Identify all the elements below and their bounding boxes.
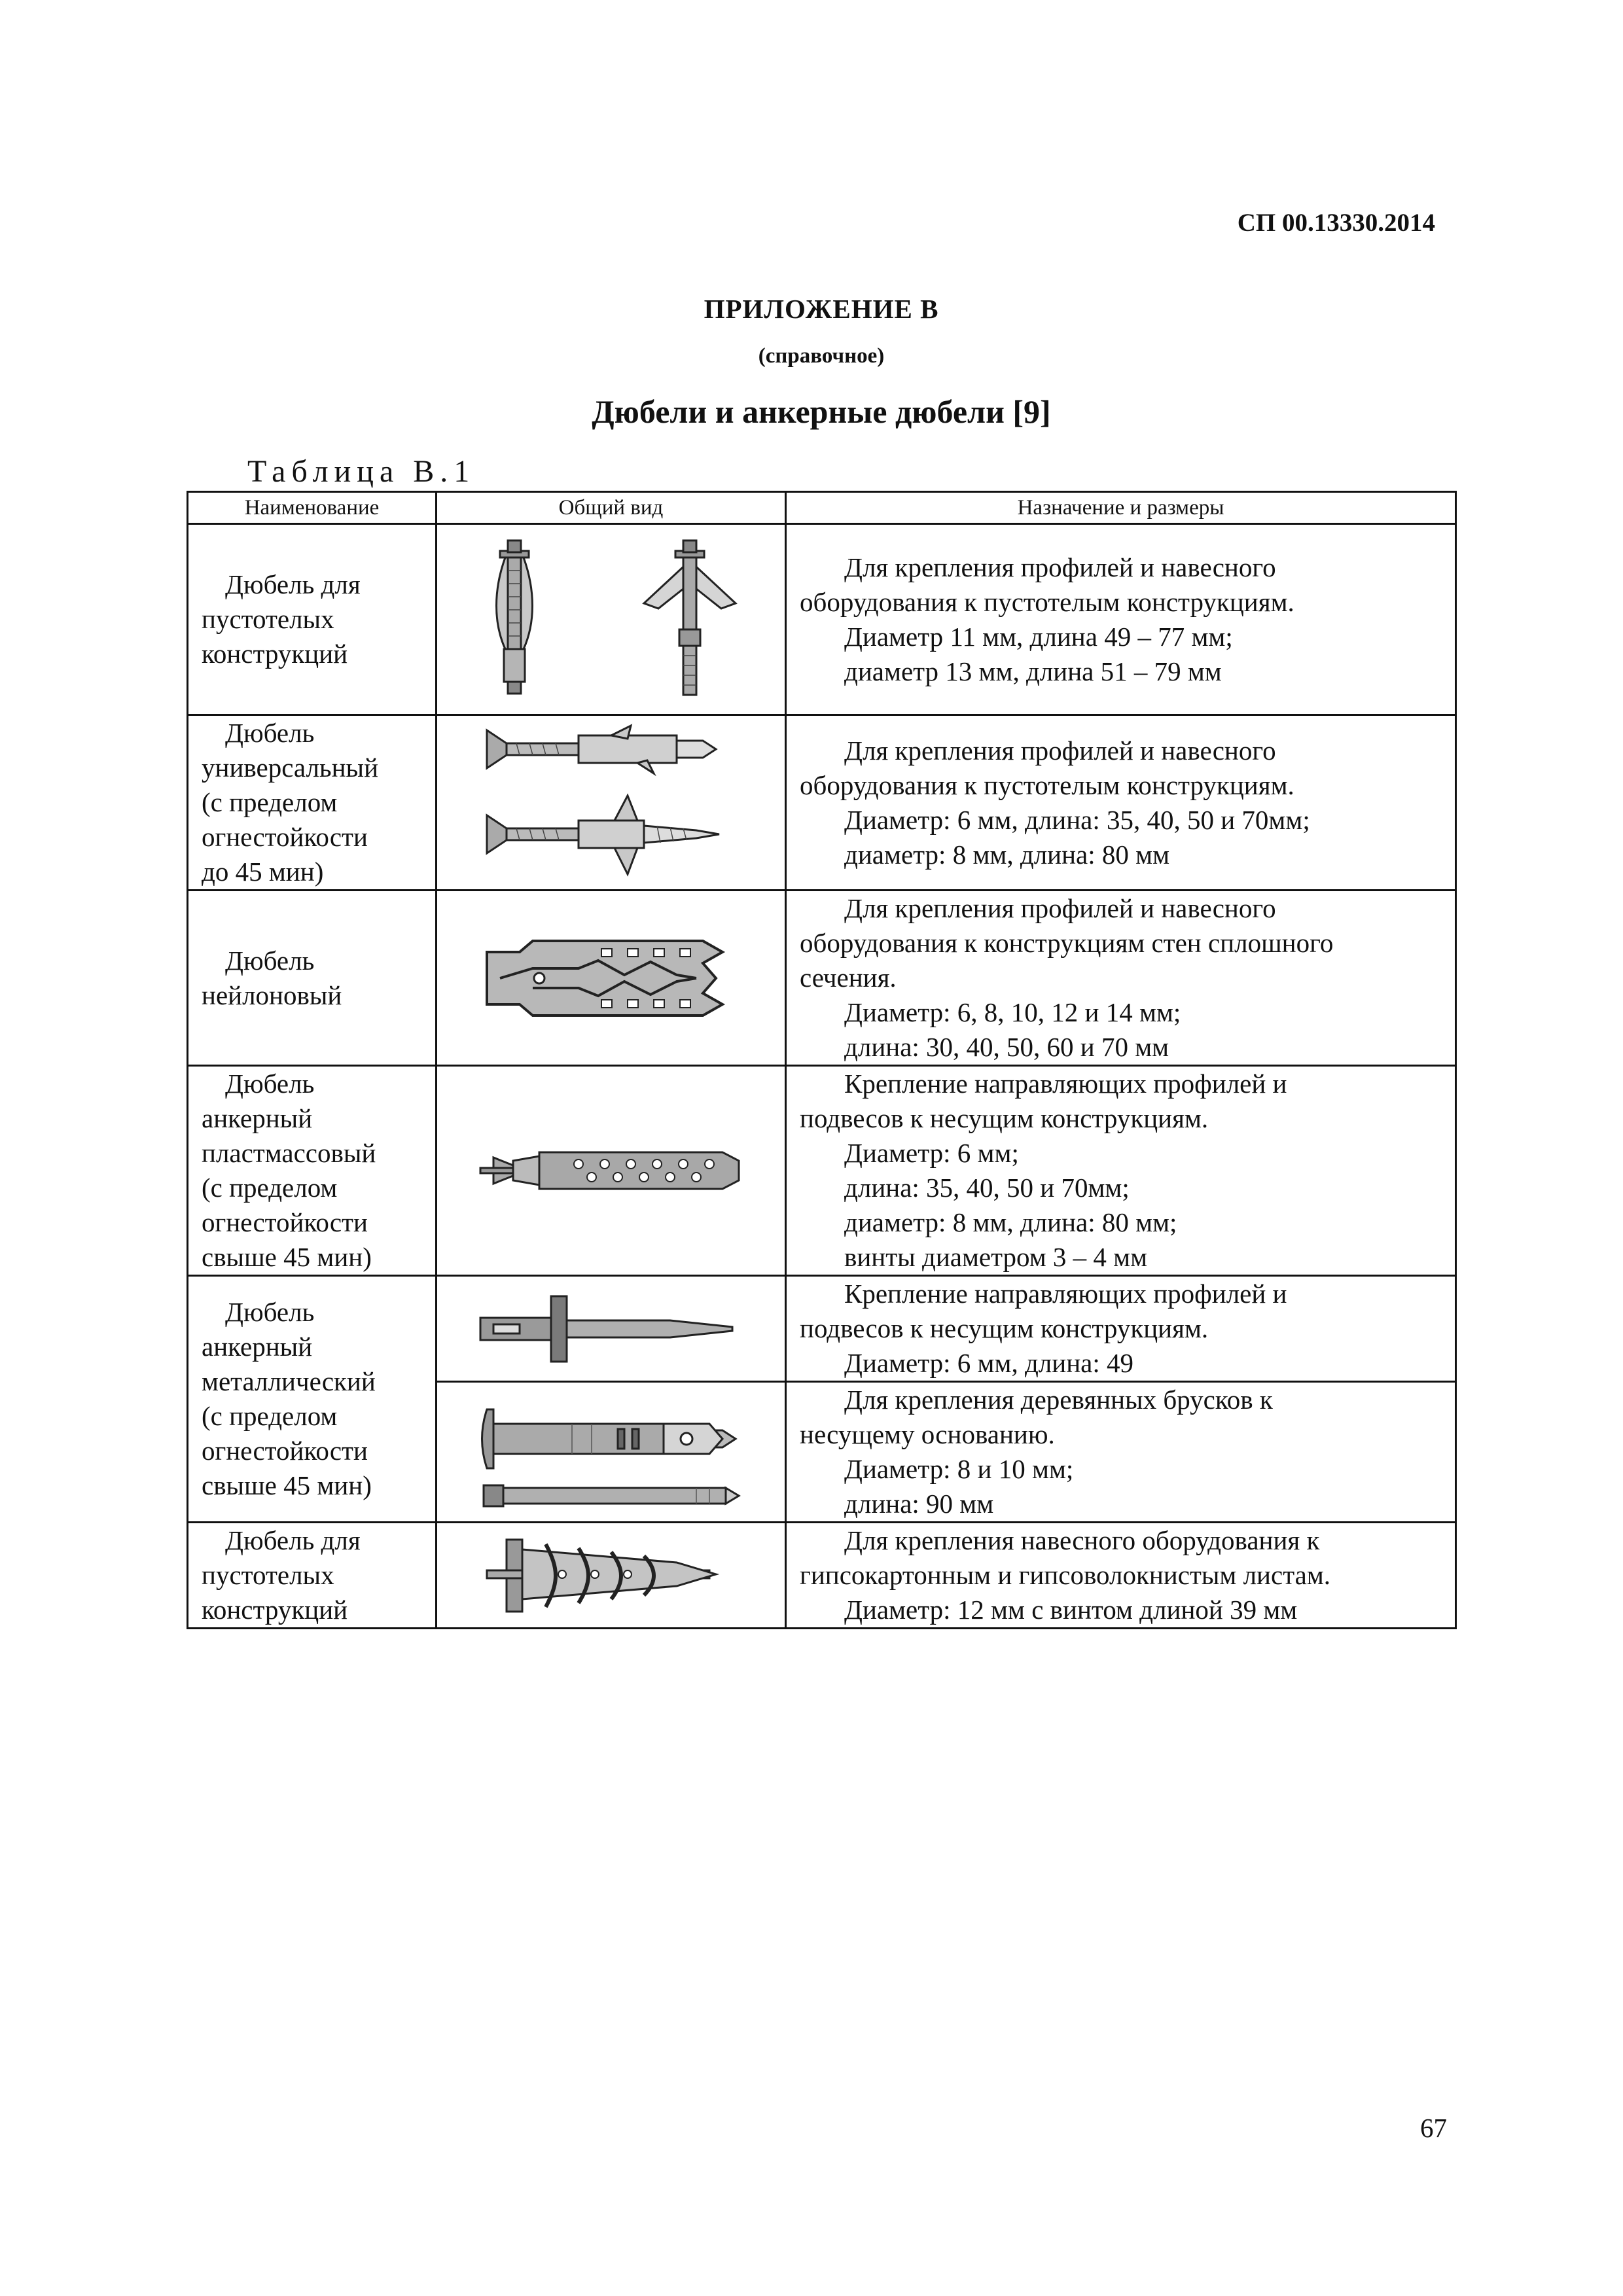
name-line: Дюбель для <box>225 569 361 599</box>
purpose-line: оборудования к конструкциям стен сплошного <box>800 928 1334 958</box>
purpose-line: Диаметр: 6 мм, длина: 35, 40, 50 и 70мм; <box>844 804 1310 835</box>
table-header-row <box>188 492 1456 524</box>
purpose-line: диаметр: 8 мм, длина: 80 мм <box>844 839 1170 870</box>
plastic-anchor-dowel-image <box>474 1131 749 1210</box>
purpose-line: подвесов к несущим конструкциям. <box>800 1103 1209 1133</box>
purpose-line: Диаметр 11 мм, длина 49 – 77 мм; <box>844 621 1233 652</box>
purpose-line: Крепление направляющих профилей и <box>844 1279 1287 1309</box>
header-view: Общий вид <box>437 492 786 524</box>
name-line: Дюбель <box>225 1297 315 1327</box>
name-line: пустотелых <box>202 1560 334 1590</box>
name-line: до 45 мин) <box>202 857 324 887</box>
name-line: огнестойкости <box>202 1436 368 1466</box>
purpose-line: Для крепления профилей и навесного <box>844 552 1276 582</box>
name-line: Дюбель <box>225 945 315 976</box>
table-row <box>188 1066 1456 1276</box>
hollow-wall-anchor-illustration <box>437 524 786 715</box>
row-name-cell <box>188 1066 437 1276</box>
name-line: пластмассовый <box>202 1138 376 1168</box>
row-name-cell <box>188 715 437 891</box>
drywall-dowel-illustration <box>437 1523 786 1629</box>
purpose-line: длина: 30, 40, 50, 60 и 70 мм <box>844 1032 1169 1062</box>
metal-anchor-dowel-illustration <box>437 1276 786 1382</box>
name-line: анкерный <box>202 1332 313 1362</box>
purpose-line: Крепление направляющих профилей и <box>844 1069 1287 1099</box>
page-number: 67 <box>1420 2113 1447 2143</box>
name-line: Дюбель <box>225 718 315 748</box>
name-line: свыше 45 мин) <box>202 1470 372 1500</box>
header-purpose: Назначение и размеры <box>786 492 1456 524</box>
purpose-line: винты диаметром 3 – 4 мм <box>844 1242 1148 1272</box>
name-line: конструкций <box>202 1595 348 1625</box>
name-line: (с пределом <box>202 1173 338 1203</box>
purpose-line: длина: 35, 40, 50 и 70мм; <box>844 1173 1130 1203</box>
name-line: анкерный <box>202 1103 313 1133</box>
drywall-dowel-image <box>480 1530 742 1621</box>
name-line: (с пределом <box>202 1401 338 1431</box>
name-line: (с пределом <box>202 787 338 817</box>
table-row <box>188 1523 1456 1629</box>
name-line: Дюбель для <box>225 1525 361 1555</box>
name-line: универсальный <box>202 752 379 783</box>
appendix-title: ПРИЛОЖЕНИЕ В <box>704 294 939 324</box>
purpose-line: диаметр 13 мм, длина 51 – 79 мм <box>844 656 1222 686</box>
row-purpose-cell <box>786 1276 1456 1382</box>
row-purpose-cell <box>786 715 1456 891</box>
appendix-subtitle: (справочное) <box>758 344 885 368</box>
purpose-line: оборудования к пустотелым конструкциям. <box>800 586 1294 617</box>
document-code: СП 00.13330.2014 <box>1237 209 1435 237</box>
name-line: пустотелых <box>202 604 334 634</box>
name-line: Дюбель <box>225 1069 315 1099</box>
row-purpose-cell <box>786 1382 1456 1523</box>
nylon-dowel-illustration <box>437 891 786 1066</box>
purpose-line: Диаметр: 6 мм; <box>844 1138 1019 1168</box>
purpose-line: диаметр: 8 мм, длина: 80 мм; <box>844 1207 1177 1237</box>
row-purpose-cell <box>786 1523 1456 1629</box>
table-label: Таблица В.1 <box>247 454 476 489</box>
table-row <box>188 524 1456 715</box>
purpose-line: Диаметр: 6, 8, 10, 12 и 14 мм; <box>844 997 1181 1027</box>
purpose-line: Для крепления навесного оборудования к <box>844 1525 1320 1555</box>
purpose-line: несущему основанию. <box>800 1419 1055 1449</box>
row-purpose-cell <box>786 524 1456 715</box>
name-line: конструкций <box>202 639 348 669</box>
name-line: металлический <box>202 1366 376 1396</box>
dowels-table <box>187 491 1457 1629</box>
frame-dowel-illustration <box>437 1382 786 1523</box>
name-line: нейлоновый <box>202 980 342 1010</box>
frame-dowel-image <box>474 1390 749 1514</box>
header-name: Наименование <box>188 492 437 524</box>
purpose-line: гипсокартонным и гипсоволокнистым листам. <box>800 1560 1331 1590</box>
purpose-line: подвесов к несущим конструкциям. <box>800 1313 1209 1343</box>
universal-dowel-illustration <box>437 715 786 891</box>
purpose-line: Диаметр: 12 мм с винтом длиной 39 мм <box>844 1595 1298 1625</box>
plastic-anchor-dowel-illustration <box>437 1066 786 1276</box>
row-purpose-cell <box>786 891 1456 1066</box>
table-row <box>188 1276 1456 1382</box>
purpose-line: длина: 90 мм <box>844 1489 994 1519</box>
hollow-wall-anchor-image <box>467 531 755 708</box>
row-name-cell <box>188 1523 437 1629</box>
table-row <box>188 715 1456 891</box>
purpose-line: Для крепления профилей и навесного <box>844 893 1276 923</box>
name-line: огнестойкости <box>202 1207 368 1237</box>
purpose-line: оборудования к пустотелым конструкциям. <box>800 769 1294 800</box>
table-row <box>188 891 1456 1066</box>
purpose-line: Для крепления деревянных брусков к <box>844 1385 1273 1415</box>
name-line: огнестойкости <box>202 822 368 852</box>
row-name-cell <box>188 891 437 1066</box>
row-name-cell <box>188 1276 437 1523</box>
name-line: свыше 45 мин) <box>202 1242 372 1272</box>
metal-anchor-dowel-image <box>474 1293 749 1365</box>
nylon-dowel-image <box>480 916 742 1040</box>
universal-dowel-image <box>480 722 742 883</box>
purpose-line: Диаметр: 8 и 10 мм; <box>844 1454 1074 1484</box>
row-purpose-cell <box>786 1066 1456 1276</box>
page-title: Дюбели и анкерные дюбели [9] <box>592 393 1051 430</box>
row-name-cell <box>188 524 437 715</box>
purpose-line: Диаметр: 6 мм, длина: 49 <box>844 1348 1133 1378</box>
purpose-line: Для крепления профилей и навесного <box>844 735 1276 766</box>
purpose-line: сечения. <box>800 963 897 993</box>
